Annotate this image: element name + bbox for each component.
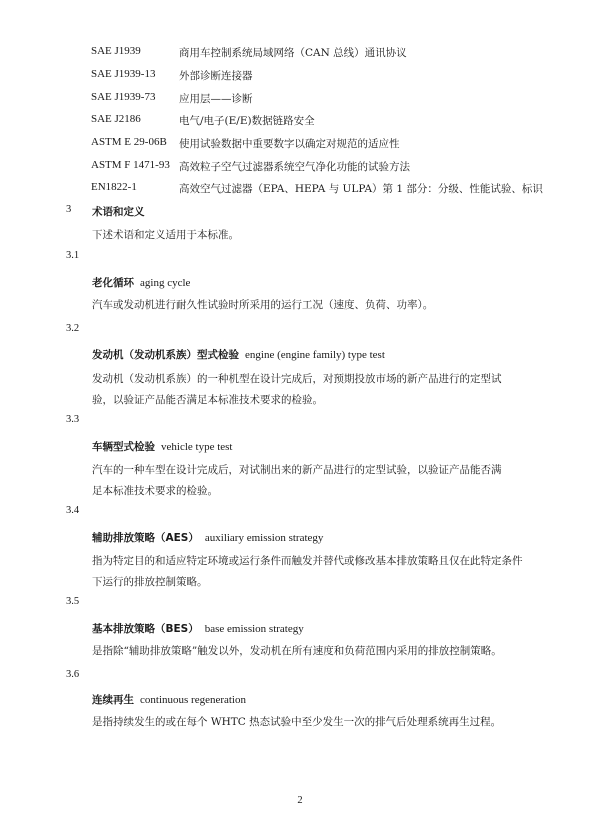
term-heading bbox=[92, 530, 323, 545]
reference-code: SAE J1939-13 bbox=[91, 68, 156, 80]
reference-title: 高效空气过滤器（EPA、HEPA 与 ULPA）第 1 部分：分级、性能试验、标识 bbox=[179, 183, 543, 195]
term-number: 3.2 bbox=[66, 323, 80, 334]
term-definition bbox=[92, 712, 542, 733]
term-name-en: auxiliary emission strategy bbox=[204, 532, 324, 544]
definition-line: 验，以验证产品能否满足本标准技术要求的检验。 bbox=[92, 394, 323, 406]
definition-line: 足本标准技术要求的检验。 bbox=[92, 485, 218, 497]
definition-line: 发动机（发动机系族）的一种机型在设计完成后，对预期投放市场的新产品进行的定型试 bbox=[92, 373, 502, 385]
term-number: 3.6 bbox=[66, 669, 80, 680]
definition-line: 指为特定目的和适应特定环境或运行条件而触发并替代或修改基本排放策略且仅在此特定条件 bbox=[92, 555, 523, 567]
term-name-zh: 基本排放策略（BES） bbox=[92, 623, 199, 635]
page-number: 2 bbox=[297, 795, 303, 806]
term-definition bbox=[92, 460, 542, 502]
term-number: 3.5 bbox=[66, 596, 80, 607]
term-name-zh: 辅助排放策略（AES） bbox=[92, 532, 199, 544]
term-name-zh: 连续再生 bbox=[92, 694, 134, 706]
definition-line: 是指除“辅助排放策略”触发以外，发动机在所有速度和负荷范围内采用的排放控制策略。 bbox=[92, 645, 502, 657]
term-definition bbox=[92, 641, 542, 662]
section-title: 术语和定义 bbox=[92, 206, 145, 218]
definition-line: 汽车或发动机进行耐久性试验时所采用的运行工况（速度、负荷、功率）。 bbox=[92, 299, 434, 311]
reference-code: SAE J1939-73 bbox=[91, 91, 156, 103]
definition-line: 是指持续发生的或在每个 WHTC 热态试验中至少发生一次的排气后处理系统再生过程。 bbox=[92, 716, 502, 728]
term-definition bbox=[92, 369, 542, 411]
term-heading bbox=[92, 621, 304, 636]
term-number: 3.1 bbox=[66, 250, 80, 261]
term-heading bbox=[92, 692, 246, 707]
section-number: 3 bbox=[66, 204, 72, 215]
term-name-en: engine (engine family) type test bbox=[245, 349, 385, 361]
definition-line: 下运行的排放控制策略。 bbox=[92, 576, 208, 588]
term-name-en: aging cycle bbox=[140, 277, 191, 289]
reference-title: 应用层——诊断 bbox=[179, 93, 253, 105]
term-name-zh: 发动机（发动机系族）型式检验 bbox=[92, 349, 239, 361]
term-definition bbox=[92, 551, 542, 593]
term-heading bbox=[92, 275, 190, 290]
term-name-zh: 老化循环 bbox=[92, 277, 134, 289]
term-heading bbox=[92, 347, 385, 362]
term-name-en: vehicle type test bbox=[161, 441, 233, 453]
term-number: 3.3 bbox=[66, 414, 80, 425]
term-number: 3.4 bbox=[66, 505, 80, 516]
reference-title: 高效粒子空气过滤器系统空气净化功能的试验方法 bbox=[179, 161, 410, 173]
reference-title: 外部诊断连接器 bbox=[179, 70, 253, 82]
reference-title: 电气/电子(E/E)数据链路安全 bbox=[179, 115, 315, 127]
term-heading bbox=[92, 439, 232, 454]
reference-title: 商用车控制系统局域网络（CAN 总线）通讯协议 bbox=[179, 47, 407, 59]
term-definition bbox=[92, 295, 542, 316]
reference-code: ASTM F 1471-93 bbox=[91, 159, 170, 171]
term-name-zh: 车辆型式检验 bbox=[92, 441, 155, 453]
reference-title: 使用试验数据中重要数字以确定对规范的适应性 bbox=[179, 138, 400, 150]
term-name-en: continuous regeneration bbox=[140, 694, 246, 706]
definition-line: 汽车的一种车型在设计完成后，对试制出来的新产品进行的定型试验，以验证产品能否满 bbox=[92, 464, 502, 476]
reference-code: SAE J1939 bbox=[91, 45, 141, 57]
section-intro: 下述术语和定义适用于本标准。 bbox=[92, 229, 239, 241]
term-name-en: base emission strategy bbox=[204, 623, 304, 635]
reference-code: EN1822-1 bbox=[91, 181, 137, 193]
reference-code: ASTM E 29-06B bbox=[91, 136, 167, 148]
reference-code: SAE J2186 bbox=[91, 113, 141, 125]
